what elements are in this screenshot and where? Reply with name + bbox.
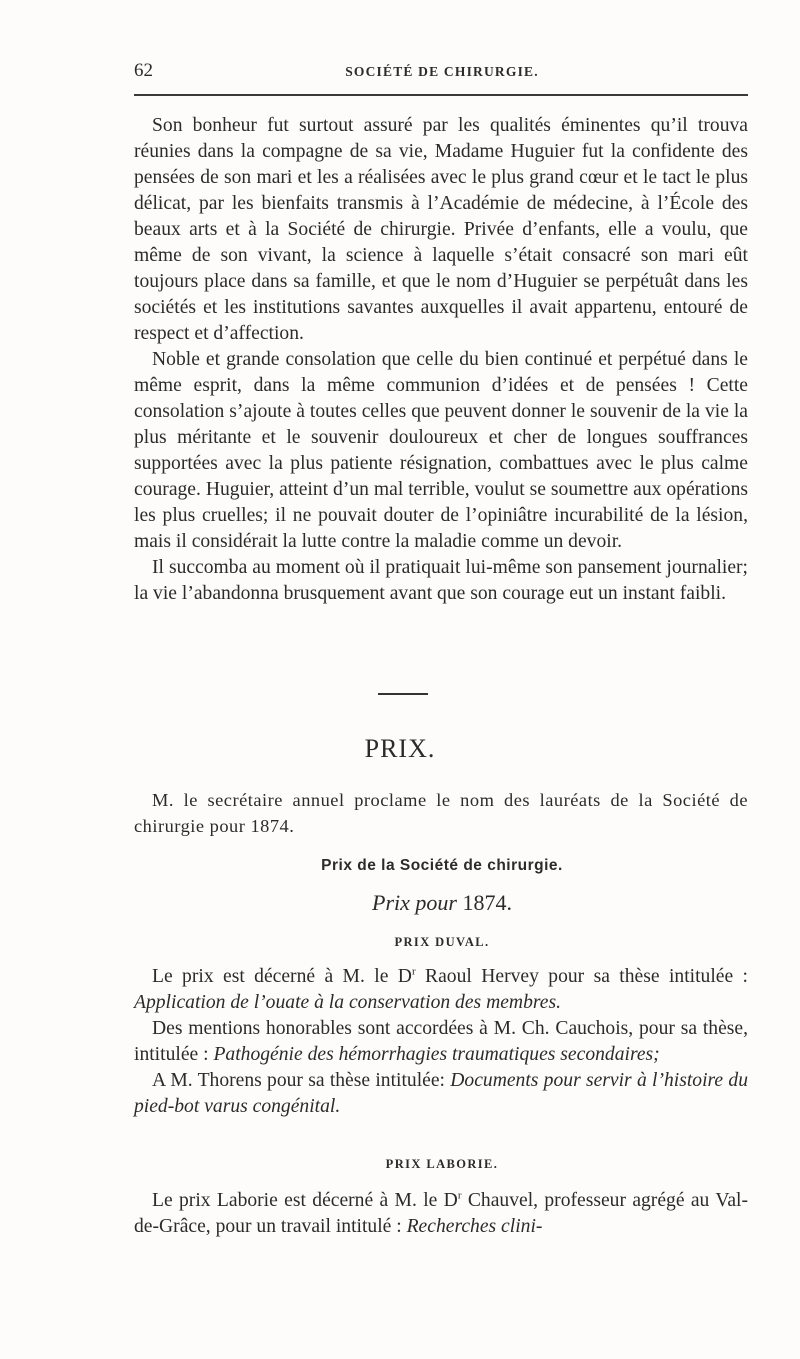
duval-mention-thorens: A M. Thorens pour sa thèse intitulée: Documents pour servir à l’histoire du pied-bot varus congénital. — [134, 1070, 748, 1117]
header-rule — [134, 94, 748, 96]
prix-intro-block — [134, 787, 748, 839]
year-prize-label: Prix pour — [372, 890, 457, 915]
year-prize-year: 1874. — [462, 890, 512, 915]
laborie-award: Le prix Laborie est décerné à M. le $D^r$ Chauvel, professeur agrégé au Val-de-Grâce, pour un travail intitulé : Recherches clini- — [134, 1189, 748, 1237]
paragraph: Son bonheur fut surtout assuré par les qualités éminentes qu’il trouva réunies dans la compagne de sa vie, Madame Huguier fut la confidente des pensées de son mari et les a réalisées avec le plus grand cœur et le tact le plus délicat, par les bienfaits transmis à l’Académie de médecine, à l’École des beaux arts et à la Société de chirurgie. Privée d’enfants, elle a voulu, que même de son vivant, la science à laquelle s’était consacré son mari eût toujours place dans sa famille, et que le nom d’Huguier se perpétuât dans les sociétés et les institutions savantes auxquelles il avait appartenu, entouré de respect et d’affection. — [134, 115, 748, 344]
prix-intro: M. le secrétaire annuel proclame le nom des lauréats de la Société de chirurgie pour 1874. — [134, 790, 748, 836]
paragraph: Il succomba au moment où il pratiquait lui-même son pansement journalier; la vie l’abandonna brusquement avant que son courage eut un instant faibli. — [134, 557, 748, 604]
prix-duval-text — [134, 964, 748, 1120]
duval-mention-cauchois: Des mentions honorables sont accordées à M. Ch. Cauchois, pour sa thèse, intitulée : Pathogénie des hémorrhagies traumatiques secondaires; — [134, 1018, 748, 1065]
duval-award: Le prix est décerné à M. le $D^r$ Raoul Hervey pour sa thèse intitulée : Application de l’ouate à la conservation des membres. — [134, 965, 749, 1013]
laborie-work-title: Recherches clini- — [406, 1216, 543, 1237]
society-prize-heading: Prix de la Société de chirurgie. — [321, 857, 563, 874]
body-text — [134, 113, 748, 607]
section-separator — [378, 693, 428, 695]
prix-laborie-text — [134, 1188, 748, 1240]
thorens-thesis-title: Documents pour servir à l’histoire du pied-bot varus congénital. — [134, 1070, 748, 1117]
running-head — [134, 58, 750, 88]
running-title: SOCIÉTÉ DE CHIRURGIE. — [345, 64, 539, 79]
paragraph: Noble et grande consolation que celle du bien continué et perpétué dans le même esprit, dans la même communion d’idées et de pensées ! Cette consolation s’ajoute à toutes celles que peuvent donner le souvenir de la vie la plus méritante et le souvenir douloureux et cher de longues souffrances supportées avec la plus patiente résignation, combattues avec le plus calme courage. Huguier, atteint d’un mal terrible, voulut se soumettre aux opérations les plus cruelles; il ne pouvait douter de l’opiniâtre incurabilité de la lésion, mais il considérait la lutte contre la maladie comme un devoir. — [134, 349, 748, 552]
year-prize-heading — [134, 890, 750, 916]
prix-duval-title: PRIX DUVAL. — [394, 935, 490, 949]
prix-heading: PRIX. — [364, 734, 436, 763]
cauchois-thesis-title: Pathogénie des hémorrhagies traumatiques secondaires; — [213, 1044, 660, 1065]
page-number: 62 — [134, 60, 153, 81]
prix-laborie-title: PRIX LABORIE. — [385, 1157, 499, 1171]
duval-thesis-title: Application de l’ouate à la conservation des membres. — [134, 992, 561, 1013]
